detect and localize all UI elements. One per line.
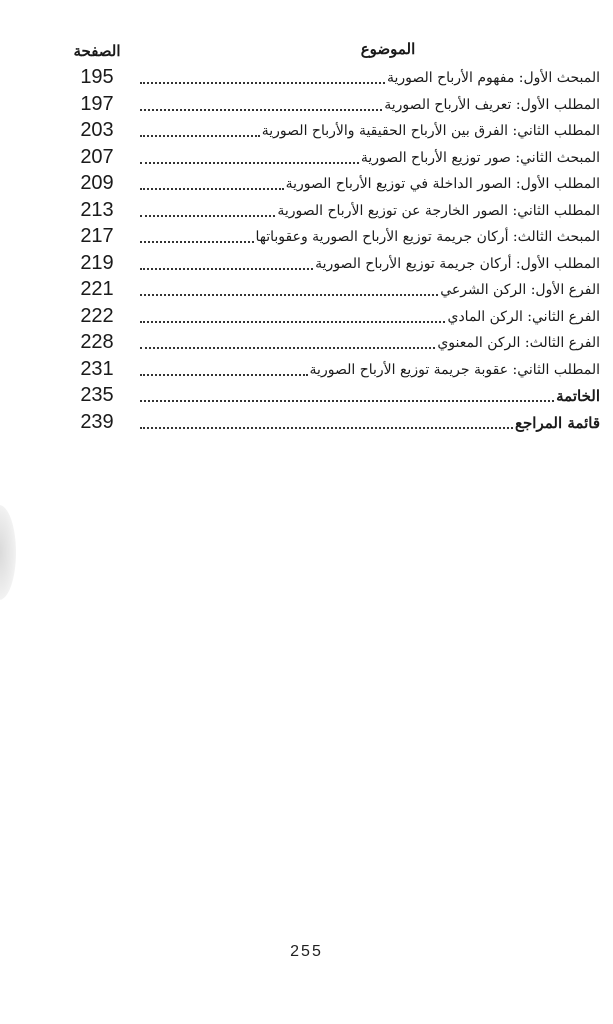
toc-entry <box>138 91 600 117</box>
dot-leader <box>140 215 275 217</box>
toc-row <box>58 117 600 144</box>
toc-entry-title: المبحث الثالث: أركان جريمة توزيع الأرباح الصورية وعقوباتها <box>255 229 600 245</box>
toc-entry-title: المطلب الثاني: الصور الخارجة عن توزيع الأرباح الصورية <box>277 202 600 219</box>
toc-row <box>58 144 600 171</box>
dot-leader <box>140 268 313 270</box>
page-column-header: الصفحة <box>73 42 121 60</box>
toc-entry-title: المطلب الثاني: الفرق بين الأرباح الحقيقية والأرباح الصورية <box>261 123 600 139</box>
dot-leader <box>140 82 385 84</box>
toc-entry <box>138 409 600 435</box>
toc-page-number: 207 <box>80 145 114 168</box>
dot-leader <box>140 188 284 190</box>
toc-page-number: 231 <box>80 357 114 380</box>
dot-leader <box>140 109 382 111</box>
toc-entry <box>138 197 600 223</box>
toc-entry <box>138 144 600 170</box>
toc-page-number: 195 <box>80 66 114 88</box>
toc-entry-title: قائمة المراجع <box>515 413 600 432</box>
page-number: 255 <box>290 943 323 960</box>
toc-entry <box>138 276 600 302</box>
toc-row <box>58 409 600 436</box>
toc-entry-title: الخاتمة <box>556 387 600 405</box>
toc-entry <box>138 356 600 382</box>
toc-row <box>58 303 600 330</box>
toc-entry-title: الفرع الثالث: الركن المعنوي <box>437 335 600 351</box>
toc-row <box>58 250 600 277</box>
toc-row <box>58 223 600 250</box>
toc-entry-title: الفرع الثاني: الركن المادي <box>447 308 600 325</box>
toc-entry-title: المطلب الثاني: عقوبة جريمة توزيع الأرباح الصورية <box>309 361 600 378</box>
toc-page-number: 221 <box>80 278 114 300</box>
toc-page-number: 209 <box>80 172 114 194</box>
table-of-contents <box>58 40 600 435</box>
toc-row <box>58 197 600 224</box>
dot-leader <box>140 321 445 323</box>
toc-entry <box>138 170 600 196</box>
toc-page-number: 235 <box>80 384 114 406</box>
toc-row <box>58 356 600 383</box>
toc-page-number: 239 <box>80 410 114 433</box>
dot-leader <box>140 347 435 349</box>
dot-leader <box>140 162 359 164</box>
toc-entry <box>138 250 600 276</box>
toc-row <box>58 91 600 118</box>
dot-leader <box>140 135 260 137</box>
page-edge-shadow <box>0 505 16 600</box>
toc-row <box>58 329 600 356</box>
toc-header <box>58 40 600 64</box>
toc-entry-title: المطلب الأول: تعريف الأرباح الصورية <box>384 96 600 113</box>
toc-page-number: 219 <box>80 251 114 274</box>
toc-entry-title: الفرع الأول: الركن الشرعي <box>440 282 600 298</box>
toc-entry-title: المبحث الثاني: صور توزيع الأرباح الصورية <box>360 149 600 166</box>
toc-entry <box>138 64 600 90</box>
toc-page-number: 217 <box>80 225 114 247</box>
toc-entry <box>138 117 600 143</box>
toc-entry-title: المبحث الأول: مفهوم الأرباح الصورية <box>386 70 600 86</box>
toc-page-number: 197 <box>80 92 114 115</box>
toc-page-number: 228 <box>80 331 114 353</box>
dot-leader <box>140 427 513 429</box>
toc-row <box>58 64 600 91</box>
dot-leader <box>140 374 308 376</box>
toc-row <box>58 276 600 303</box>
toc-entry <box>138 303 600 329</box>
topic-column-header: الموضوع <box>360 40 416 58</box>
toc-entry-title: المطلب الأول: أركان جريمة توزيع الأرباح الصورية <box>315 255 600 272</box>
toc-page-number: 222 <box>80 304 114 327</box>
toc-page-number: 213 <box>80 198 114 221</box>
toc-row <box>58 382 600 409</box>
toc-entry <box>138 382 600 408</box>
toc-row <box>58 170 600 197</box>
toc-entry <box>138 223 600 249</box>
toc-entry-title: المطلب الأول: الصور الداخلة في توزيع الأرباح الصورية <box>285 176 600 192</box>
dot-leader <box>140 400 554 402</box>
toc-entry <box>138 329 600 355</box>
dot-leader <box>140 294 438 296</box>
dot-leader <box>140 241 254 243</box>
toc-page-number: 203 <box>80 119 114 141</box>
